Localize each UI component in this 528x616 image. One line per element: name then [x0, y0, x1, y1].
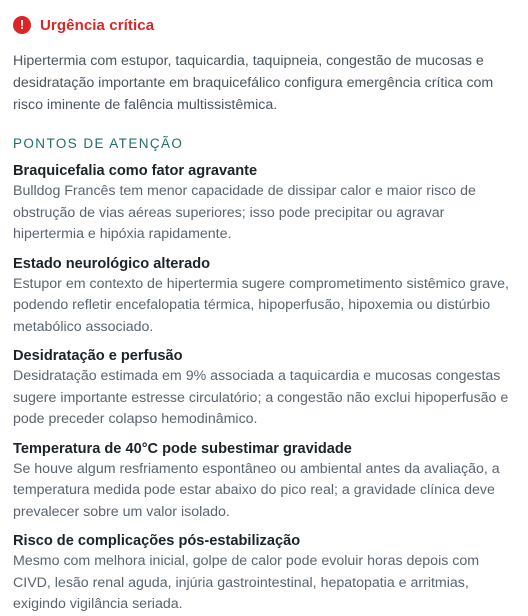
- attention-item: [13, 254, 515, 339]
- attention-item-body: Mesmo com melhora inicial, golpe de calor pode evoluir horas depois com CIVD, lesão renal aguda, injúria gastrointestinal, hepatopatia e arritmias, exigindo vigilância seriada.: [13, 553, 480, 612]
- attention-item-title: Braquicefalia como fator agravante: [13, 163, 258, 179]
- attention-item-body: Estupor em contexto de hipertermia sugere comprometimento sistêmico grave, podendo refletir encefalopatia térmica, hipoperfusão, hipoxemia ou distúrbio metabólico associado.: [13, 275, 509, 335]
- attention-list: [13, 161, 515, 616]
- attention-item: [13, 161, 515, 246]
- attention-item-title: Risco de complicações pós-estabilização: [13, 533, 301, 549]
- attention-heading: PONTOS DE ATENÇÃO: [13, 136, 184, 151]
- attention-item-body: Bulldog Francês tem menor capacidade de dissipar calor e maior risco de obstrução de vias aéreas superiores; isso pode precipitar ou agravar hipertermia e hipóxia rapidamente.: [13, 183, 476, 242]
- attention-item: [13, 346, 515, 431]
- alert-circle-icon: !: [13, 16, 31, 34]
- urgency-summary: Hipertermia com estupor, taquicardia, taquipneia, congestão de mucosas e desidratação importante em braquicefálico configura emergência crítica com risco iminente de falência multissistêmica.: [13, 53, 494, 113]
- attention-item-body: Desidratação estimada em 9% associada a taquicardia e mucosas congestas sugere importante estresse circulatório; a congestão não exclui hipoperfusão e pode preceder colapso hemodinâmico.: [13, 368, 509, 427]
- urgency-title: Urgência crítica: [40, 16, 155, 34]
- attention-item-title: Temperatura de 40°C pode subestimar gravidade: [13, 440, 352, 457]
- attention-item-title: Desidratação e perfusão: [13, 348, 183, 364]
- attention-item: [13, 531, 515, 616]
- urgency-header: [13, 12, 515, 38]
- attention-item: [13, 439, 515, 524]
- attention-item-title: Estado neurológico alterado: [13, 255, 211, 272]
- attention-item-body: Se houve algum resfriamento espontâneo ou ambiental antes da avaliação, a temperatura medida pode estar abaixo do pico real; a gravidade clínica deve prevalecer sobre um valor isolado.: [13, 460, 500, 520]
